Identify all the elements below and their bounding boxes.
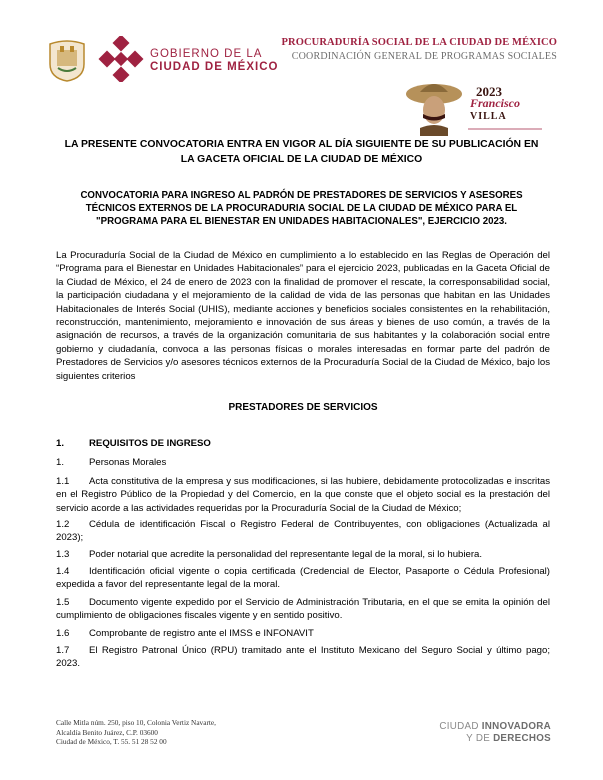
cdmx-logo-icon [98, 36, 144, 82]
intro-paragraph: La Procuraduría Social de la Ciudad de México en cumplimiento a lo establecido en las Reglas de Operación del “Programa para el Bienestar en Unidades Habitacionales” para el ejercicio 2023, publicadas en la Gaceta Oficial de la Ciudad de México, el 24 de enero de 2023 con la finalidad de promover el rescate, la corresponsabilidad social, la participación ciudadana y el mejoramiento de la calidad de vida de las personas que habitan en las Unidades Habitacionales de Interés Social (UHIS), mediante acciones y beneficios sociales consistentes en la rehabilitación, reconstrucción, mantenimiento, mejoramiento e innovación de sus áreas y bienes de uso común, a través de la asignación de recursos, a través de la organización comunitaria de sus habitantes y la colaboración social entre gobierno y ciudadanía, convoca a las personas físicas o morales interesadas en formar parte del padrón de Prestadores de Servicios y/o asesores técnicos externos de la Procuraduría Social de la Ciudad de México, bajo los siguientes criterios [56, 250, 550, 382]
item-number: 1.5 [56, 597, 70, 608]
address-line-1: Calle Mitla núm. 250, piso 10, Colonia Vertiz Navarte, [56, 718, 216, 727]
address-line-2: Alcaldía Benito Juárez, C.P. 03600 [56, 727, 158, 737]
motto-1a: CIUDAD [439, 721, 482, 732]
address-line-3: Ciudad de México, T. 55. 51 28 52 00 [56, 737, 167, 747]
item-number: 1.7 [56, 645, 70, 656]
item-number: 1. [56, 457, 65, 468]
item-number: 1.4 [56, 566, 70, 577]
item-text: Cédula de identificación Fiscal o Registro Federal de Contribuyentes, con obligaciones (Actualizada al 2023); [56, 519, 550, 544]
procuraduria-title: PROCURADURÍA SOCIAL DE LA CIUDAD DE MÉXICO [281, 37, 557, 48]
item-number: 1.1 [56, 476, 70, 487]
motto-1b: INNOVADORA [481, 721, 551, 732]
item-number: 1.2 [56, 519, 70, 530]
list-item [56, 596, 550, 623]
list-item [56, 437, 550, 450]
item-text: Poder notarial que acredite la personalidad del representante legal de la moral, si lo hubiera. [89, 549, 483, 560]
coordinacion-title: COORDINACIÓN GENERAL DE PROGRAMAS SOCIALES [291, 51, 557, 62]
cdmx-coat-of-arms-icon [48, 38, 86, 82]
list-item [56, 548, 550, 561]
villa-surname: VILLA [470, 111, 507, 122]
villa-name: Francisco [470, 96, 521, 110]
gobierno-line-1: GOBIERNO DE LA [150, 48, 263, 60]
motto-2b: DERECHOS [493, 732, 551, 744]
gobierno-wordmark [150, 48, 278, 74]
item-number: 1.3 [56, 549, 70, 560]
item-text: REQUISITOS DE INGRESO [89, 438, 211, 449]
list-item [56, 456, 550, 469]
list-item [56, 565, 550, 592]
footer-motto [439, 721, 551, 744]
list-item [56, 475, 550, 515]
item-number: 1. [56, 438, 65, 449]
villa-year: 2023 [476, 84, 502, 99]
list-item [56, 644, 550, 671]
item-text: Identificación oficial vigente o copia certificada (Credencial de Elector, Pasaporte o Cédula Profesional) expedida a favor del representante legal de la moral. [56, 566, 550, 591]
item-number: 1.6 [56, 628, 70, 639]
list-item [56, 518, 550, 545]
convocatoria-title: CONVOCATORIA PARA INGRESO AL PADRÓN DE PRESTADORES DE SERVICIOS Y ASESORES TÉCNICOS EXTERNOS DE LA PROCURADURIA SOCIAL DE LA CIUDAD DE MÉXICO PARA EL "PROGRAMA PARA EL BIENESTAR EN UNIDADES HABITACIONALES", EJERCICIO 2023. [80, 190, 523, 228]
footer-address [56, 718, 216, 747]
notice-title: LA PRESENTE CONVOCATORIA ENTRA EN VIGOR AL DÍA SIGUIENTE DE SU PUBLICACIÓN EN LA GACETA OFICIAL DE LA CIUDAD DE MÉXICO [64, 139, 539, 165]
motto-2a: Y DE [466, 732, 494, 744]
gobierno-line-2: CIUDAD DE MÉXICO [150, 61, 279, 73]
section-heading: PRESTADORES DE SERVICIOS [228, 402, 378, 413]
list-item [56, 627, 550, 640]
item-text: Acta constitutiva de la empresa y sus modificaciones, si las hubiere, debidamente protocolizadas e inscritas en el Registro Público de la Propiedad y del Comercio, en la que conste que el objeto social es la prestación del servicio acorde a las actividades requeridas por la Procuraduría Social de la Ciudad de México; [56, 476, 550, 514]
item-text: Documento vigente expedido por el Servicio de Administración Tributaria, en el que se emita la opinión del cumplimiento de obligaciones fiscales vigente y en sentido positivo. [56, 597, 550, 622]
item-text: El Registro Patronal Único (RPU) tramitado ante el Instituto Mexicano del Seguro Social y último pago; 2023. [56, 645, 550, 670]
item-text: Personas Morales [89, 457, 167, 468]
item-text: Comprobante de registro ante el IMSS e INFONAVIT [89, 628, 314, 639]
